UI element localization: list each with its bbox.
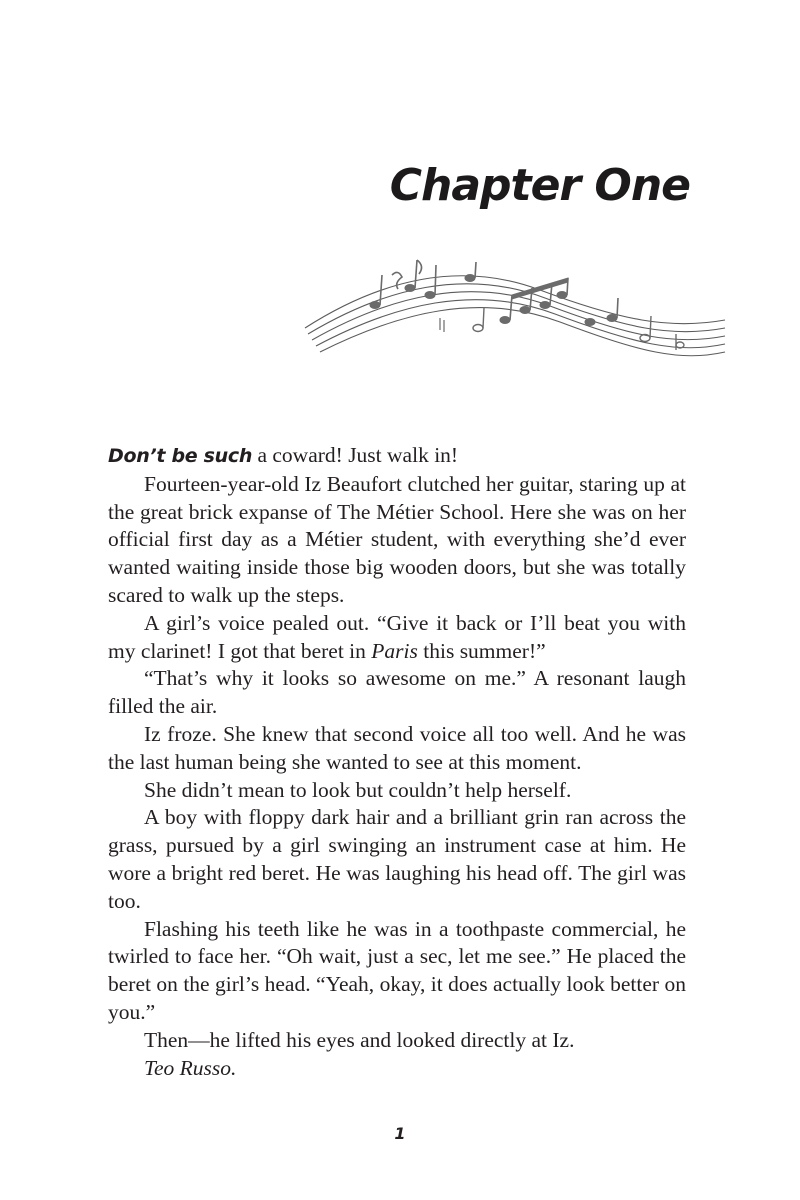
closing-name: Teo Russo. — [144, 1055, 237, 1080]
paragraph: She didn’t mean to look but couldn’t help herself. — [144, 777, 572, 802]
page-number: 1 — [394, 1124, 406, 1143]
paragraph: Fourteen-year-old Iz Beaufort clutched her guitar, staring up at the great brick expanse of The Métier School. Here she was on her official first day as a Métier student, with everything she’d ever wanted waiting inside those big wooden doors, but she was totally scared to walk up the steps. — [108, 471, 686, 607]
paragraph: “That’s why it looks so awesome on me.” A resonant laugh filled the air. — [108, 666, 686, 719]
opening-paragraph: Don’t be such a coward! Just walk in! — [108, 443, 459, 467]
paragraph: Flashing his teeth like he was in a toothpaste commercial, he twirled to face her. “Oh wait, just a sec, let me see.” He placed the beret on the girl’s head. “Yeah, okay, it does actually look better on you.” — [108, 916, 686, 1024]
paragraph: A girl’s voice pealed out. “Give it back or I’ll beat you with my clarinet! I got that beret in Paris this summer!” — [108, 610, 686, 663]
chapter-title: Chapter One — [389, 160, 690, 211]
italic-word: Paris — [371, 638, 418, 663]
paragraph — [108, 1055, 686, 1083]
paragraph: Then—he lifted his eyes and looked directly at Iz. — [144, 1027, 575, 1052]
music-notes-icon — [300, 250, 730, 370]
paragraph: A boy with floppy dark hair and a brilliant grin ran across the grass, pursued by a girl swinging an instrument case at him. He wore a bright red beret. He was laughing his head off. The girl was too. — [108, 805, 686, 913]
paragraph: Iz froze. She knew that second voice all too well. And he was the last human being she wanted to see at this moment. — [108, 721, 686, 774]
lead-in-phrase: Don’t be such — [108, 445, 253, 467]
chapter-body — [108, 442, 686, 1082]
